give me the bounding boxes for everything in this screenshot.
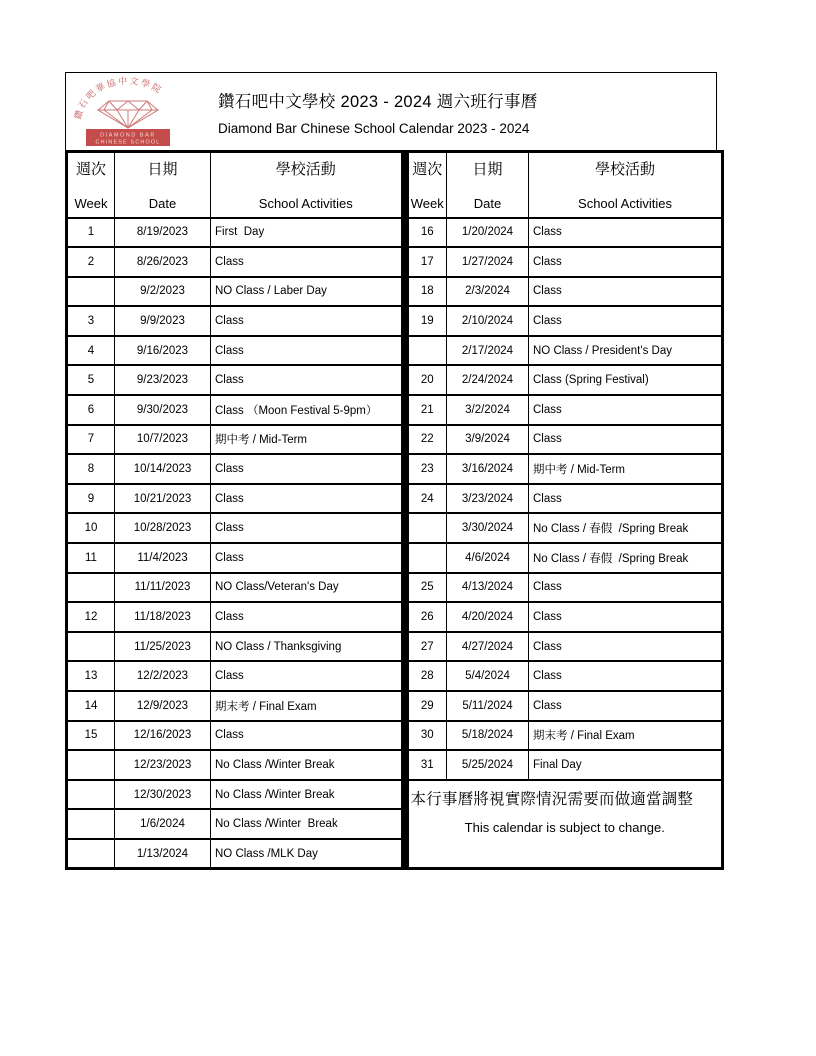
activity-cell: NO Class / Thanksgiving: [211, 632, 403, 662]
week-cell: 3: [67, 306, 115, 336]
activity-cell: Class (Spring Festival): [529, 365, 723, 395]
date-cell: 4/13/2024: [447, 573, 529, 603]
week-cell: 30: [407, 721, 447, 751]
activity-cell: Class: [211, 484, 403, 514]
week-cell: [407, 336, 447, 366]
table-row: [67, 691, 403, 721]
date-cell: 5/11/2024: [447, 691, 529, 721]
date-cell: 12/16/2023: [115, 721, 211, 751]
week-cell: 31: [407, 750, 447, 780]
activity-cell: NO Class / Laber Day: [211, 277, 403, 307]
activity-cell: Class: [211, 454, 403, 484]
table-row: [67, 780, 403, 810]
activity-cell: Class: [211, 306, 403, 336]
week-cell: [67, 839, 115, 869]
week-cell: [67, 632, 115, 662]
header-row: [67, 152, 403, 218]
date-cell: 1/6/2024: [115, 809, 211, 839]
table-row: [407, 454, 723, 484]
activities-header-zh: 學校活動: [275, 161, 336, 178]
activity-cell: No Class / 春假 /Spring Break: [529, 513, 723, 543]
activity-cell: Class: [529, 247, 723, 277]
table-row: [407, 661, 723, 691]
week-header-en: Week: [74, 195, 108, 211]
col-header-date: [447, 152, 529, 218]
document-title-english: Diamond Bar Chinese School Calendar 2023 - 2024: [218, 120, 530, 136]
week-cell: 2: [67, 247, 115, 277]
col-header-date: [115, 152, 211, 218]
date-cell: 10/21/2023: [115, 484, 211, 514]
week-cell: 16: [407, 218, 447, 248]
table-row: [67, 513, 403, 543]
title-block: [218, 88, 538, 136]
week-cell: 17: [407, 247, 447, 277]
table-row: [67, 661, 403, 691]
table-row: [67, 632, 403, 662]
date-cell: 4/6/2024: [447, 543, 529, 573]
col-header-week: [67, 152, 115, 218]
week-cell: [67, 780, 115, 810]
week-cell: 8: [67, 454, 115, 484]
date-cell: 8/19/2023: [115, 218, 211, 248]
table-row: [407, 750, 723, 780]
week-cell: 5: [67, 365, 115, 395]
date-cell: 2/17/2024: [447, 336, 529, 366]
date-cell: 11/4/2023: [115, 543, 211, 573]
table-row: [67, 543, 403, 573]
date-header-zh: 日期: [472, 161, 503, 178]
date-cell: 1/20/2024: [447, 218, 529, 248]
date-cell: 10/14/2023: [115, 454, 211, 484]
activity-cell: Class: [529, 218, 723, 248]
date-header-en: Date: [473, 195, 502, 211]
table-row: [67, 365, 403, 395]
table-row: [407, 306, 723, 336]
document-title-chinese: 鑽石吧中文學校 2023 - 2024 週六班行事曆: [218, 92, 538, 111]
week-header-en: Week: [410, 195, 444, 211]
week-header-zh: 週次: [412, 161, 443, 178]
table-row: [67, 750, 403, 780]
date-header-zh: 日期: [147, 161, 178, 178]
col-header-activities: [529, 152, 723, 218]
table-row: [407, 395, 723, 425]
activity-cell: NO Class / President's Day: [529, 336, 723, 366]
table-row: [67, 839, 403, 869]
date-cell: 3/30/2024: [447, 513, 529, 543]
week-cell: 19: [407, 306, 447, 336]
week-cell: [67, 750, 115, 780]
table-row: [407, 632, 723, 662]
week-cell: 25: [407, 573, 447, 603]
activity-cell: No Class /Winter Break: [211, 750, 403, 780]
date-cell: 5/18/2024: [447, 721, 529, 751]
activity-cell: Class: [211, 336, 403, 366]
date-cell: 10/28/2023: [115, 513, 211, 543]
table-row: [407, 247, 723, 277]
table-row: [407, 336, 723, 366]
date-cell: 4/27/2024: [447, 632, 529, 662]
date-cell: 9/30/2023: [115, 395, 211, 425]
week-cell: 7: [67, 425, 115, 455]
activity-cell: Final Day: [529, 750, 723, 780]
table-row: [67, 395, 403, 425]
activity-cell: No Class / 春假 /Spring Break: [529, 543, 723, 573]
date-cell: 2/10/2024: [447, 306, 529, 336]
week-cell: 22: [407, 425, 447, 455]
week-cell: 29: [407, 691, 447, 721]
activity-cell: Class: [529, 602, 723, 632]
week-cell: 4: [67, 336, 115, 366]
week-cell: 28: [407, 661, 447, 691]
activity-cell: NO Class /MLK Day: [211, 839, 403, 869]
date-cell: 3/2/2024: [447, 395, 529, 425]
week-cell: 21: [407, 395, 447, 425]
table-row: [407, 721, 723, 751]
calendar-tables: [65, 150, 717, 870]
activity-cell: 期中考 / Mid-Term: [211, 425, 403, 455]
week-cell: 23: [407, 454, 447, 484]
table-row: [67, 306, 403, 336]
date-cell: 11/25/2023: [115, 632, 211, 662]
activity-cell: Class: [529, 425, 723, 455]
diamond-outline: [98, 101, 158, 128]
table-row: [407, 691, 723, 721]
table-row: [67, 721, 403, 751]
activity-cell: Class: [529, 632, 723, 662]
week-cell: 24: [407, 484, 447, 514]
table-row: [67, 336, 403, 366]
date-cell: 12/9/2023: [115, 691, 211, 721]
activity-cell: Class: [211, 513, 403, 543]
week-cell: [407, 513, 447, 543]
header-row: [407, 152, 723, 218]
date-cell: 9/23/2023: [115, 365, 211, 395]
date-cell: 4/20/2024: [447, 602, 529, 632]
activity-cell: Class: [211, 543, 403, 573]
activity-cell: Class: [211, 365, 403, 395]
week-cell: [67, 277, 115, 307]
date-cell: 9/2/2023: [115, 277, 211, 307]
date-cell: 3/9/2024: [447, 425, 529, 455]
activity-cell: No Class /Winter Break: [211, 780, 403, 810]
table-row: [67, 484, 403, 514]
activity-cell: 期末考 / Final Exam: [529, 721, 723, 751]
activity-cell: First Day: [211, 218, 403, 248]
activity-cell: Class: [529, 306, 723, 336]
table-row: [407, 543, 723, 573]
note-row: [407, 780, 723, 869]
date-cell: 10/7/2023: [115, 425, 211, 455]
table-row: [67, 277, 403, 307]
diamond-logo-icon: [72, 76, 184, 148]
date-cell: 5/4/2024: [447, 661, 529, 691]
date-cell: 9/16/2023: [115, 336, 211, 366]
calendar-table-spring: [405, 150, 725, 870]
activity-cell: Class: [529, 277, 723, 307]
week-cell: [407, 543, 447, 573]
activities-header-en: School Activities: [578, 195, 672, 211]
table-row: [407, 602, 723, 632]
activity-cell: Class （Moon Festival 5-9pm）: [211, 395, 403, 425]
date-cell: 11/11/2023: [115, 573, 211, 603]
week-header-zh: 週次: [75, 161, 106, 178]
date-cell: 3/23/2024: [447, 484, 529, 514]
calendar-document: [65, 72, 717, 870]
activity-cell: NO Class/Veteran's Day: [211, 573, 403, 603]
document-header: [65, 72, 717, 150]
date-header-en: Date: [148, 195, 177, 211]
activity-cell: Class: [211, 661, 403, 691]
date-cell: 12/2/2023: [115, 661, 211, 691]
activity-cell: Class: [529, 691, 723, 721]
activity-cell: Class: [211, 602, 403, 632]
calendar-table-fall: [65, 150, 405, 870]
date-cell: 2/24/2024: [447, 365, 529, 395]
table-row: [407, 365, 723, 395]
table-row: [407, 218, 723, 248]
week-cell: 13: [67, 661, 115, 691]
activity-cell: Class: [529, 573, 723, 603]
week-cell: [67, 809, 115, 839]
week-cell: 15: [67, 721, 115, 751]
logo-banner-line1: DIAMOND BAR: [100, 132, 156, 138]
date-cell: 1/27/2024: [447, 247, 529, 277]
week-cell: [67, 573, 115, 603]
activity-cell: No Class /Winter Break: [211, 809, 403, 839]
activity-cell: 期末考 / Final Exam: [211, 691, 403, 721]
table-row: [67, 573, 403, 603]
date-cell: 8/26/2023: [115, 247, 211, 277]
week-cell: 27: [407, 632, 447, 662]
table-row: [407, 513, 723, 543]
date-cell: 5/25/2024: [447, 750, 529, 780]
school-logo: [72, 76, 184, 148]
logo-arc-text: 鑽石吧華協中文學院: [73, 76, 164, 121]
activities-header-zh: 學校活動: [594, 161, 655, 178]
table-row: [407, 425, 723, 455]
date-cell: 1/13/2024: [115, 839, 211, 869]
table-row: [67, 602, 403, 632]
week-cell: 11: [67, 543, 115, 573]
table-row: [407, 484, 723, 514]
table-row: [67, 247, 403, 277]
table-row: [67, 425, 403, 455]
table-row: [407, 573, 723, 603]
logo-banner-line2: CHINESE SCHOOL: [95, 139, 161, 145]
week-cell: 20: [407, 365, 447, 395]
date-cell: 11/18/2023: [115, 602, 211, 632]
activities-header-en: School Activities: [258, 195, 353, 211]
week-cell: 14: [67, 691, 115, 721]
table-row: [67, 454, 403, 484]
activity-cell: Class: [211, 721, 403, 751]
col-header-activities: [211, 152, 403, 218]
note-chinese: 本行事曆將視實際情況需要而做適當調整: [410, 790, 694, 808]
activity-cell: Class: [211, 247, 403, 277]
table-row: [67, 809, 403, 839]
table-row: [407, 277, 723, 307]
date-cell: 2/3/2024: [447, 277, 529, 307]
week-cell: 12: [67, 602, 115, 632]
date-cell: 3/16/2024: [447, 454, 529, 484]
activity-cell: Class: [529, 484, 723, 514]
week-cell: 26: [407, 602, 447, 632]
week-cell: 9: [67, 484, 115, 514]
activity-cell: 期中考 / Mid-Term: [529, 454, 723, 484]
week-cell: 6: [67, 395, 115, 425]
note-box: [407, 780, 723, 869]
col-header-week: [407, 152, 447, 218]
week-cell: 1: [67, 218, 115, 248]
date-cell: 12/23/2023: [115, 750, 211, 780]
activity-cell: Class: [529, 395, 723, 425]
note-english: This calendar is subject to change.: [464, 819, 665, 835]
date-cell: 9/9/2023: [115, 306, 211, 336]
date-cell: 12/30/2023: [115, 780, 211, 810]
table-row: [67, 218, 403, 248]
activity-cell: Class: [529, 661, 723, 691]
week-cell: 18: [407, 277, 447, 307]
week-cell: 10: [67, 513, 115, 543]
